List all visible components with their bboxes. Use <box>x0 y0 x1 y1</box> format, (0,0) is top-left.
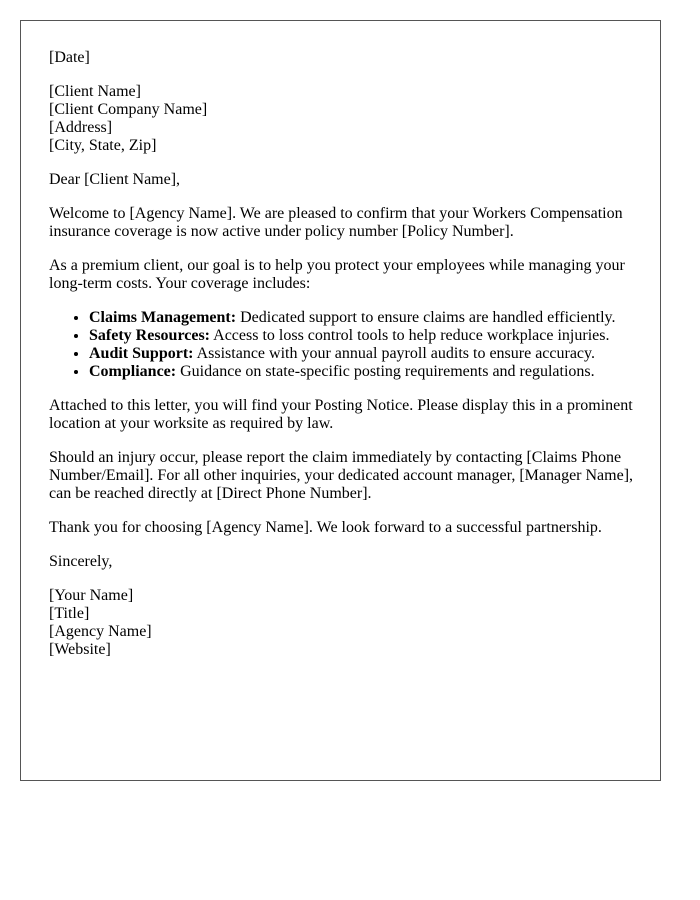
date: [Date] <box>49 49 90 66</box>
coverage-list <box>49 309 639 381</box>
recipient-address <box>49 83 639 155</box>
signer-title: [Title] <box>49 605 90 622</box>
salutation: Dear [Client Name], <box>49 171 181 188</box>
item-text: Assistance with your annual payroll audits to ensure accuracy. <box>193 345 595 362</box>
closing: Sincerely, <box>49 553 113 570</box>
recipient-street: [Address] <box>49 119 113 136</box>
item-text: Guidance on state-specific posting requirements and regulations. <box>176 363 595 380</box>
signer-website: [Website] <box>49 641 111 658</box>
item-title: Claims Management: <box>89 309 237 326</box>
recipient-city: [City, State, Zip] <box>49 137 157 154</box>
intro-paragraph: Welcome to [Agency Name]. We are pleased to confirm that your Workers Compensation insurance coverage is now active under policy number [Policy Number]. <box>49 205 623 240</box>
thanks-paragraph: Thank you for choosing [Agency Name]. We look forward to a successful partnership. <box>49 519 602 536</box>
attachment-paragraph: Attached to this letter, you will find your Posting Notice. Please display this in a prominent location at your worksite as required by law. <box>49 397 633 432</box>
list-item <box>89 363 639 381</box>
letter <box>20 20 661 781</box>
item-text: Dedicated support to ensure claims are handled efficiently. <box>236 309 616 326</box>
list-item <box>89 345 639 363</box>
item-title: Compliance: <box>89 363 177 380</box>
recipient-name: [Client Name] <box>49 83 141 100</box>
item-title: Audit Support: <box>89 345 194 362</box>
signer-agency: [Agency Name] <box>49 623 152 640</box>
signer-name: [Your Name] <box>49 587 134 604</box>
coverage-intro: As a premium client, our goal is to help you protect your employees while managing your long-term costs. Your coverage includes: <box>49 257 625 292</box>
recipient-company: [Client Company Name] <box>49 101 208 118</box>
item-title: Safety Resources: <box>89 327 211 344</box>
contact-paragraph: Should an injury occur, please report the claim immediately by contacting [Claims Phone Number/Email]. For all other inquiries, your dedicated account manager, [Manager Name], can be reached directly at [Direct Phone Number]. <box>49 449 634 502</box>
list-item <box>89 309 639 327</box>
signature-block <box>49 587 639 659</box>
list-item <box>89 327 639 345</box>
item-text: Access to loss control tools to help reduce workplace injuries. <box>210 327 610 344</box>
